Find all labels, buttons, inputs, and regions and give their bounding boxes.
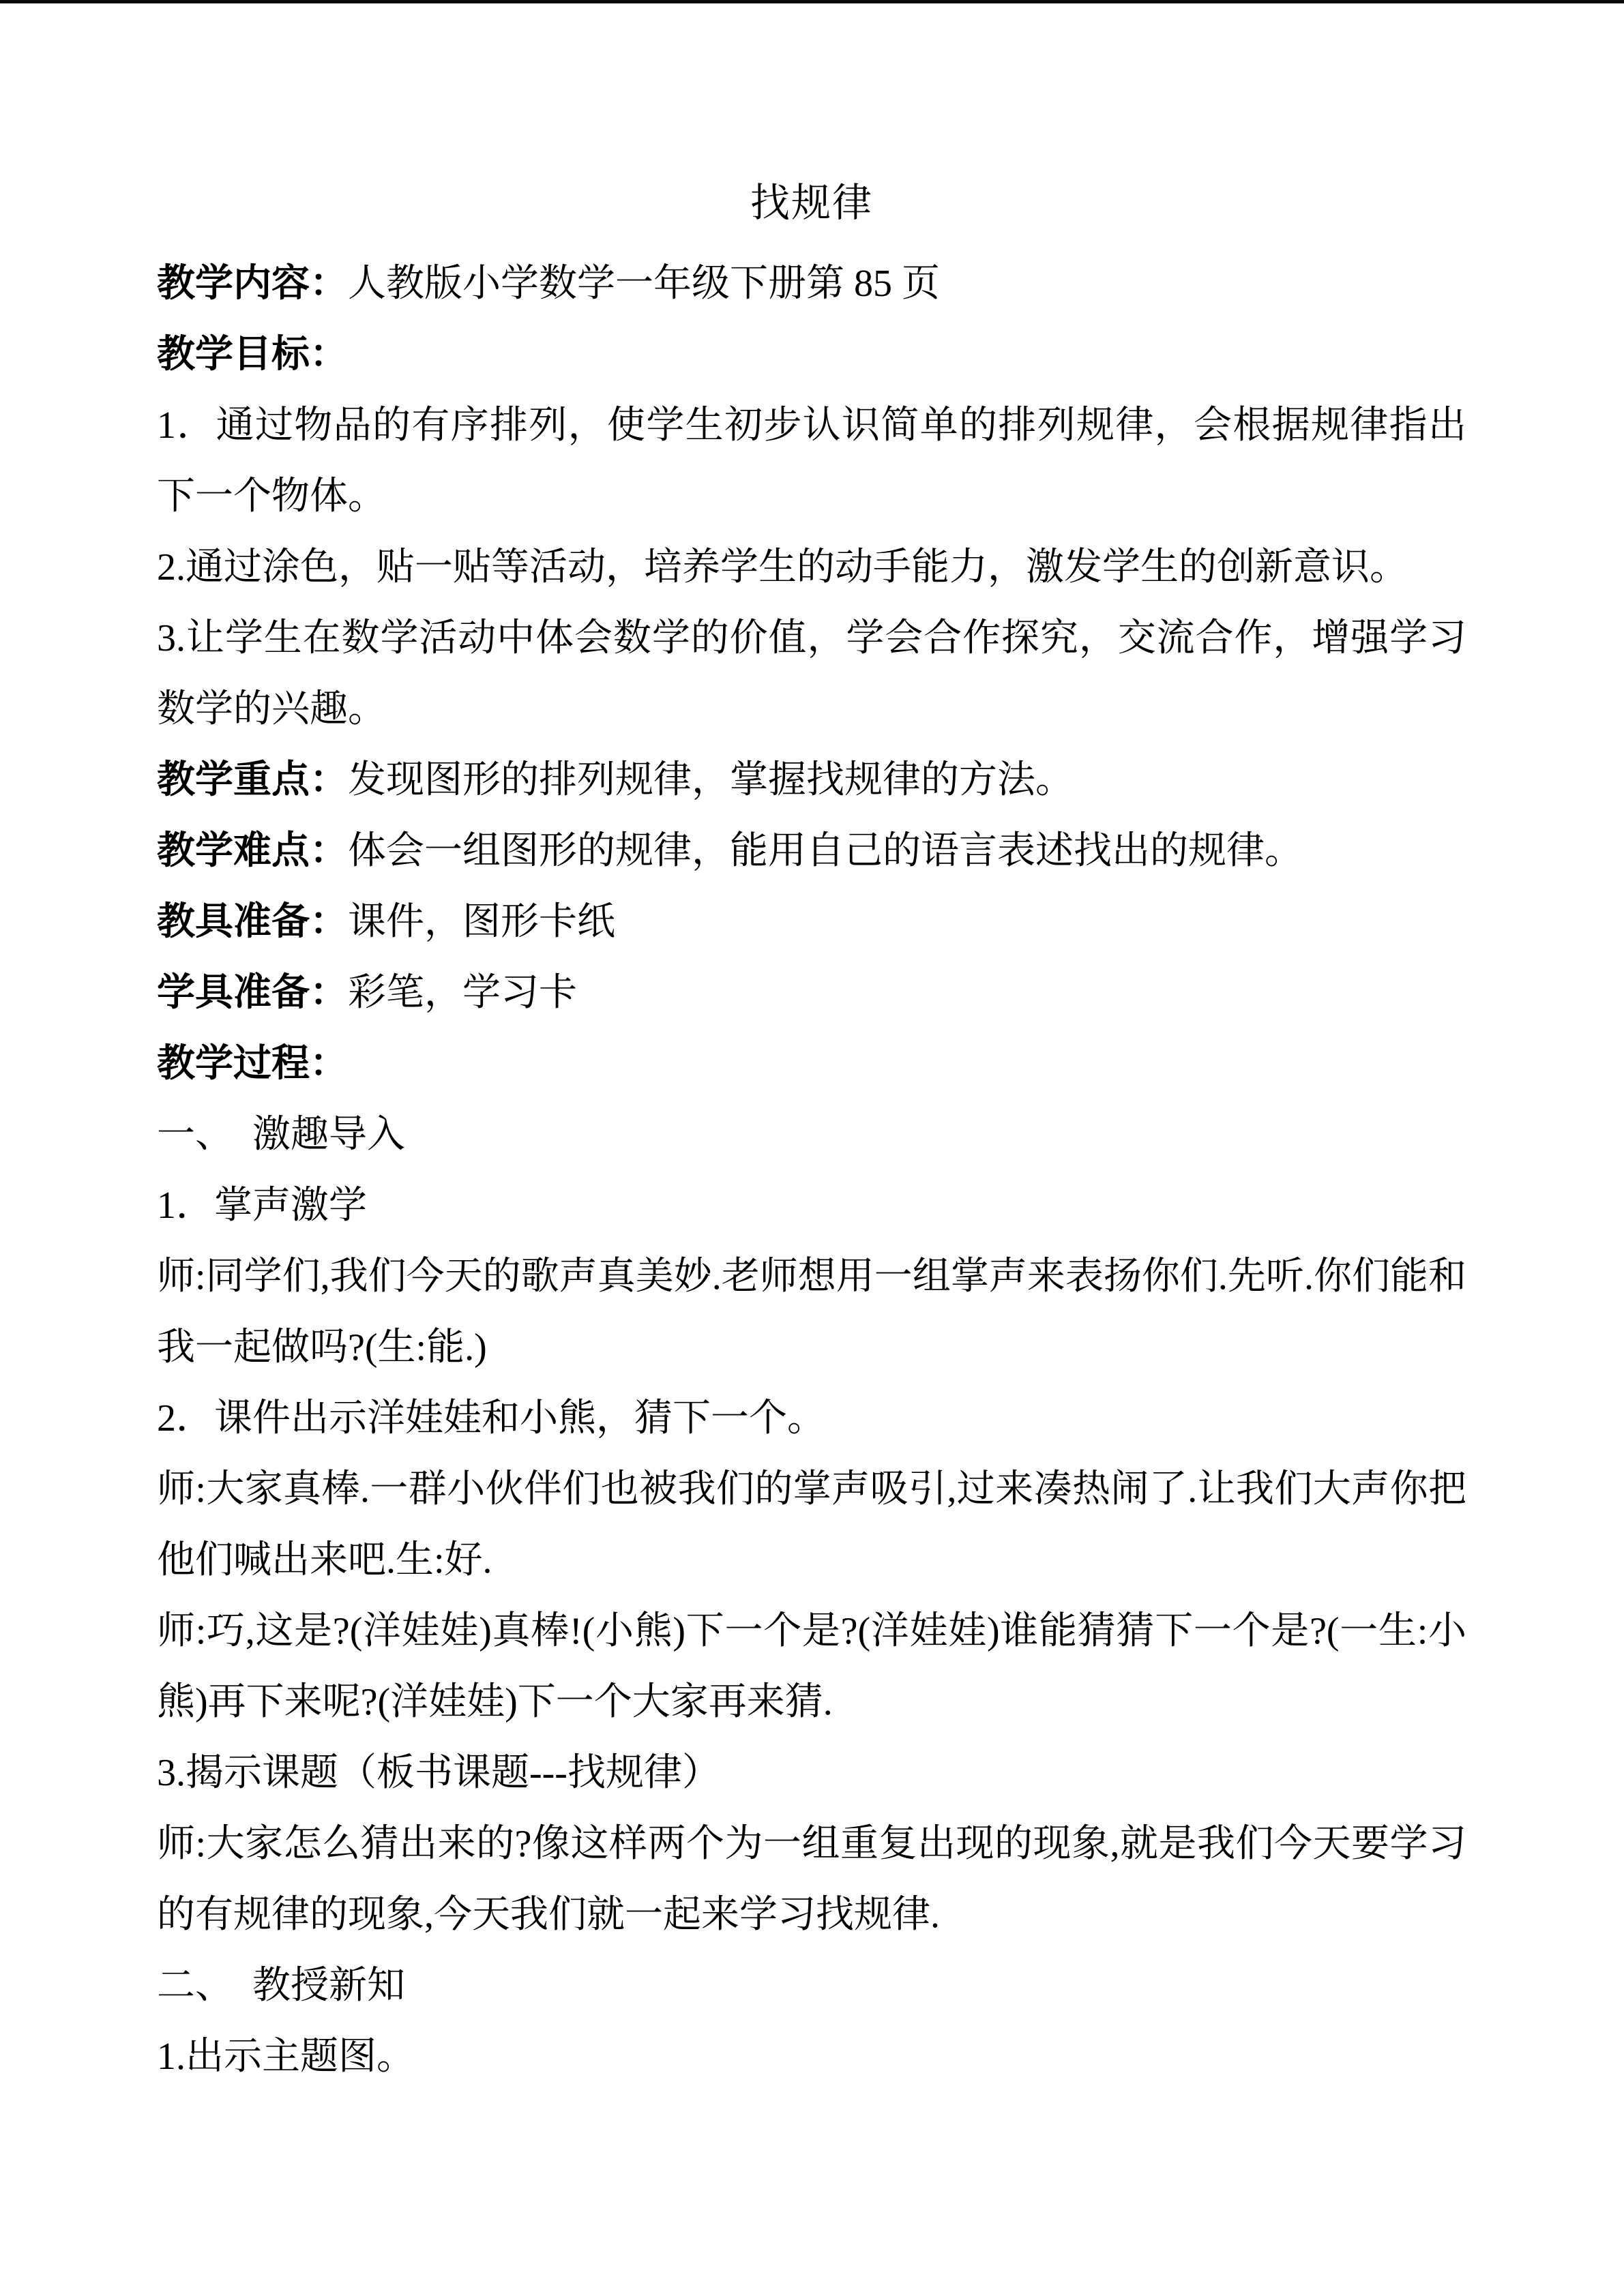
- paragraph-text: 1．掌声激学: [157, 1184, 367, 1227]
- paragraph-text: 彩笔，学习卡: [348, 972, 577, 1014]
- paragraph-label: 教学过程：: [157, 1043, 348, 1085]
- paragraph: [157, 603, 1466, 745]
- paragraph-label: 教学难点：: [157, 830, 348, 872]
- paragraph: [157, 745, 1466, 816]
- paragraph: [157, 1808, 1466, 1950]
- paragraph-label: 教学内容：: [157, 263, 348, 305]
- paragraph: [157, 1596, 1466, 1738]
- paragraph: [157, 1738, 1466, 1808]
- paragraph-text: 人教版小学数学一年级下册第 85 页: [348, 263, 940, 305]
- paragraph-text: 二、 教授新知: [157, 1965, 405, 2007]
- paragraph-text: 3.让学生在数学活动中体会数学的价值，学会合作探究，交流合作，增强学习数学的兴趣。: [157, 617, 1466, 730]
- paragraph-text: 1.出示主题图。: [157, 2036, 415, 2078]
- paragraph-text: 一、 激趣导入: [157, 1114, 405, 1156]
- paragraph: [157, 319, 1466, 390]
- page-title: 找规律: [750, 181, 873, 225]
- paragraph-text: 师:巧,这是?(洋娃娃)真棒!(小熊)下一个是?(洋娃娃)谁能猜猜下一个是?(一生:小熊)再下来呢?(洋娃娃)下一个大家再来猜.: [157, 1610, 1466, 1723]
- paragraph-text: 发现图形的排列规律，掌握找规律的方法。: [348, 759, 1074, 801]
- paragraph-label: 教具准备：: [157, 901, 348, 943]
- paragraph: [157, 816, 1466, 886]
- paragraph: [157, 532, 1466, 603]
- document-body: [157, 248, 1466, 2092]
- paragraph-text: 1．通过物品的有序排列，使学生初步认识简单的排列规律，会根据规律指出下一个物体。: [157, 404, 1466, 518]
- paragraph-text: 师:大家真棒.一群小伙伴们也被我们的掌声吸引,过来凑热闹了.让我们大声你把他们喊出来吧.生:好.: [157, 1468, 1466, 1581]
- paragraph-label: 学具准备：: [157, 972, 348, 1014]
- paragraph: [157, 1099, 1466, 1170]
- paragraph: [157, 1383, 1466, 1454]
- paragraph: [157, 1950, 1466, 2021]
- paragraph: [157, 1170, 1466, 1241]
- paragraph-label: 教学目标：: [157, 333, 348, 376]
- paragraph-text: 体会一组图形的规律，能用自己的语言表述找出的规律。: [348, 830, 1303, 872]
- paragraph: [157, 248, 1466, 319]
- paragraph: [157, 390, 1466, 532]
- paragraph-text: 2．课件出示洋娃娃和小熊，猜下一个。: [157, 1397, 825, 1440]
- paragraph-text: 课件，图形卡纸: [348, 901, 615, 943]
- paragraph-text: 师:大家怎么猜出来的?像这样两个为一组重复出现的现象,就是我们今天要学习的有规律的现象,今天我们就一起来学习找规律.: [157, 1823, 1466, 1936]
- paragraph-text: 2.通过涂色，贴一贴等活动，培养学生的动手能力，激发学生的创新意识。: [157, 546, 1408, 588]
- paragraph-text: 3.揭示课题（板书课题---找规律）: [157, 1752, 720, 1794]
- paragraph: [157, 1454, 1466, 1596]
- paragraph: [157, 1028, 1466, 1099]
- paragraph-label: 教学重点：: [157, 759, 348, 801]
- paragraph: [157, 1241, 1466, 1383]
- paragraph: [157, 2021, 1466, 2092]
- paragraph-text: 师:同学们,我们今天的歌声真美妙.老师想用一组掌声来表扬你们.先听.你们能和我一起做吗?(生:能.): [157, 1255, 1466, 1369]
- paragraph: [157, 886, 1466, 957]
- paragraph: [157, 957, 1466, 1028]
